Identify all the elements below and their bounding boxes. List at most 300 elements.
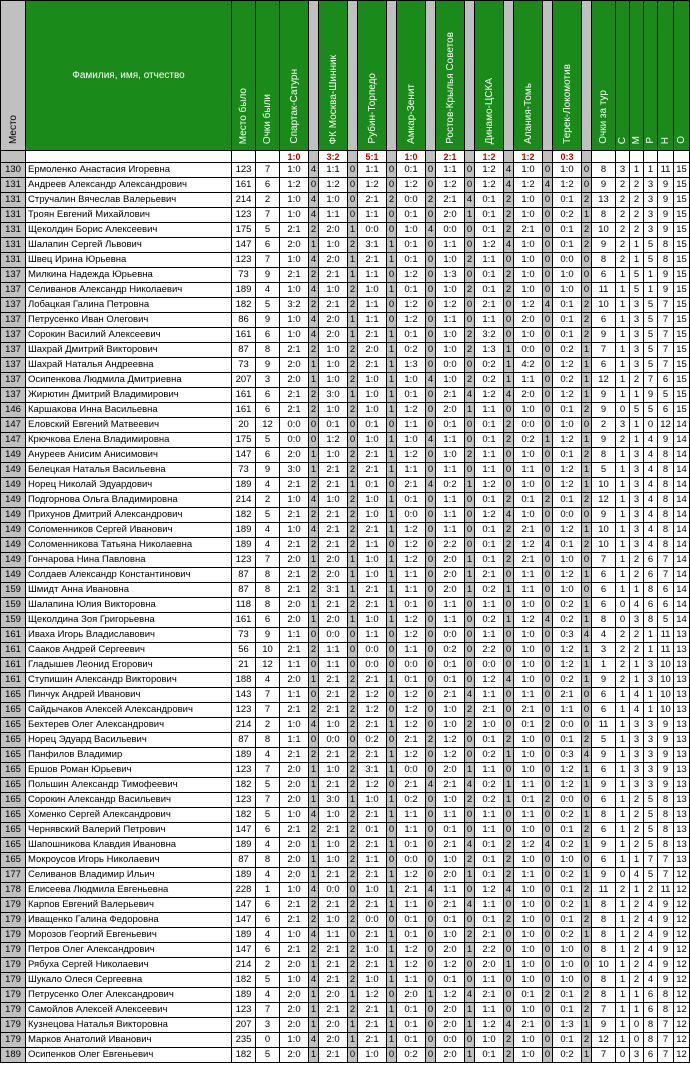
results-sep xyxy=(465,151,475,163)
cell-place-before: 87 xyxy=(232,568,256,583)
cell-prediction-points: 4 xyxy=(504,238,514,253)
cell-prediction-points: 1 xyxy=(387,343,397,358)
cell-prediction: 1:0 xyxy=(280,808,309,823)
cell-prediction-points: 0 xyxy=(426,298,436,313)
cell-stat: 1 xyxy=(630,1003,644,1018)
cell-prediction-points: 1 xyxy=(387,763,397,778)
cell-prediction-points: 0 xyxy=(426,388,436,403)
results-spacer xyxy=(616,151,630,163)
cell-prediction: 1:0 xyxy=(553,283,582,298)
cell-prediction-points: 0 xyxy=(387,778,397,793)
cell-tour-points: 8 xyxy=(592,898,616,913)
cell-points-before: 6 xyxy=(256,898,280,913)
cell-prediction: 1:2 xyxy=(358,778,387,793)
cell-place-before: 123 xyxy=(232,1003,256,1018)
table-row xyxy=(1,463,690,478)
table-row xyxy=(1,1003,690,1018)
cell-prediction: 1:0 xyxy=(358,403,387,418)
match-result: 3:2 xyxy=(319,151,348,163)
cell-prediction: 1:0 xyxy=(280,208,309,223)
cell-prediction-points: 1 xyxy=(465,868,475,883)
cell-place: 165 xyxy=(1,763,26,778)
cell-stat: 1 xyxy=(616,523,630,538)
table-row xyxy=(1,883,690,898)
cell-prediction-points: 1 xyxy=(582,898,592,913)
cell-prediction-points: 4 xyxy=(309,193,319,208)
cell-prediction: 1:1 xyxy=(319,658,348,673)
cell-prediction: 1:0 xyxy=(514,748,543,763)
col-stat: С xyxy=(616,1,630,151)
cell-stat: 2 xyxy=(630,808,644,823)
cell-stat: 3 xyxy=(630,298,644,313)
cell-prediction-points: 2 xyxy=(582,238,592,253)
cell-prediction-points: 1 xyxy=(582,643,592,658)
cell-prediction: 1:0 xyxy=(436,343,465,358)
cell-stat: 9 xyxy=(658,928,674,943)
cell-stat: 1 xyxy=(616,373,630,388)
cell-prediction: 1:2 xyxy=(397,538,426,553)
cell-prediction-points: 0 xyxy=(504,898,514,913)
cell-name: Крючкова Елена Владимировна xyxy=(26,433,232,448)
cell-stat: 15 xyxy=(674,388,690,403)
cell-prediction-points: 4 xyxy=(543,613,553,628)
cell-stat: 15 xyxy=(674,343,690,358)
table-row xyxy=(1,193,690,208)
cell-prediction: 2:1 xyxy=(475,928,504,943)
cell-prediction-points: 1 xyxy=(582,808,592,823)
header-row xyxy=(1,1,690,151)
cell-prediction-points: 2 xyxy=(465,448,475,463)
cell-prediction-points: 1 xyxy=(309,673,319,688)
cell-prediction-points: 2 xyxy=(309,223,319,238)
cell-stat: 3 xyxy=(630,733,644,748)
cell-prediction-points: 0 xyxy=(426,538,436,553)
cell-prediction-points: 0 xyxy=(543,208,553,223)
cell-prediction: 0:3 xyxy=(553,628,582,643)
cell-prediction: 0:2 xyxy=(397,1048,426,1063)
cell-stat: 14 xyxy=(674,478,690,493)
cell-prediction: 2:0 xyxy=(319,1033,348,1048)
cell-prediction-points: 0 xyxy=(582,688,592,703)
cell-prediction-points: 0 xyxy=(582,553,592,568)
cell-stat: 3 xyxy=(630,328,644,343)
cell-place: 149 xyxy=(1,568,26,583)
cell-prediction: 2:0 xyxy=(280,673,309,688)
cell-prediction-points: 0 xyxy=(504,328,514,343)
cell-stat: 15 xyxy=(674,238,690,253)
cell-prediction-points: 1 xyxy=(387,238,397,253)
cell-prediction: 0:2 xyxy=(553,613,582,628)
cell-stat: 14 xyxy=(674,523,690,538)
cell-prediction-points: 0 xyxy=(426,448,436,463)
cell-prediction: 2:1 xyxy=(358,583,387,598)
cell-prediction-points: 4 xyxy=(465,898,475,913)
cell-name: Селиванов Александр Николаевич xyxy=(26,283,232,298)
cell-prediction-points: 2 xyxy=(309,508,319,523)
table-row xyxy=(1,718,690,733)
cell-prediction: 2:1 xyxy=(280,508,309,523)
results-spacer xyxy=(256,151,280,163)
cell-prediction-points: 4 xyxy=(309,883,319,898)
cell-prediction: 1:3 xyxy=(397,358,426,373)
cell-stat: 1 xyxy=(644,703,658,718)
cell-prediction: 1:0 xyxy=(280,928,309,943)
cell-prediction: 1:1 xyxy=(475,403,504,418)
cell-prediction-points: 1 xyxy=(348,1018,358,1033)
cell-prediction-points: 0 xyxy=(426,718,436,733)
table-row xyxy=(1,238,690,253)
cell-stat: 9 xyxy=(658,223,674,238)
cell-stat: 4 xyxy=(644,478,658,493)
cell-points-before: 12 xyxy=(256,658,280,673)
cell-prediction-points: 1 xyxy=(387,883,397,898)
cell-stat: 1 xyxy=(616,853,630,868)
cell-prediction-points: 1 xyxy=(387,1033,397,1048)
cell-prediction-points: 2 xyxy=(543,493,553,508)
cell-tour-points: 8 xyxy=(592,928,616,943)
cell-prediction-points: 0 xyxy=(309,433,319,448)
cell-place-before: 182 xyxy=(232,1048,256,1063)
cell-stat: 6 xyxy=(644,553,658,568)
cell-prediction-points: 2 xyxy=(465,928,475,943)
cell-name: Шалапина Юлия Викторовна xyxy=(26,598,232,613)
cell-stat: 1 xyxy=(630,433,644,448)
cell-prediction-points: 0 xyxy=(348,193,358,208)
cell-prediction: 0:1 xyxy=(319,418,348,433)
cell-prediction: 0:1 xyxy=(553,238,582,253)
cell-place: 165 xyxy=(1,718,26,733)
cell-prediction: 2:1 xyxy=(319,823,348,838)
cell-prediction-points: 2 xyxy=(348,523,358,538)
match-result: 2:1 xyxy=(436,151,465,163)
cell-prediction-points: 1 xyxy=(465,1018,475,1033)
cell-prediction: 0:1 xyxy=(358,418,387,433)
cell-stat: 12 xyxy=(674,973,690,988)
cell-prediction: 1:1 xyxy=(475,823,504,838)
cell-prediction-points: 0 xyxy=(582,253,592,268)
cell-prediction-points: 0 xyxy=(504,403,514,418)
cell-stat: 14 xyxy=(674,568,690,583)
cell-stat: 9 xyxy=(658,193,674,208)
cell-place-before: 189 xyxy=(232,538,256,553)
cell-prediction-points: 0 xyxy=(426,703,436,718)
cell-prediction-points: 2 xyxy=(348,898,358,913)
cell-stat: 15 xyxy=(674,163,690,178)
cell-prediction-points: 0 xyxy=(582,718,592,733)
cell-prediction: 1:0 xyxy=(280,193,309,208)
cell-stat: 8 xyxy=(644,613,658,628)
cell-prediction-points: 1 xyxy=(309,373,319,388)
cell-prediction-points: 1 xyxy=(387,388,397,403)
cell-place-before: 214 xyxy=(232,493,256,508)
cell-stat: 7 xyxy=(658,868,674,883)
cell-prediction-points: 1 xyxy=(309,778,319,793)
cell-stat: 3 xyxy=(616,163,630,178)
cell-name: Троян Евгений Михайлович xyxy=(26,208,232,223)
cell-stat: 3 xyxy=(644,673,658,688)
cell-prediction-points: 4 xyxy=(309,808,319,823)
cell-prediction: 2:1 xyxy=(358,958,387,973)
cell-prediction-points: 0 xyxy=(426,943,436,958)
cell-stat: 8 xyxy=(658,508,674,523)
cell-prediction-points: 0 xyxy=(465,823,475,838)
cell-prediction-points: 2 xyxy=(504,553,514,568)
cell-prediction-points: 0 xyxy=(426,493,436,508)
cell-stat: 13 xyxy=(674,643,690,658)
cell-prediction-points: 2 xyxy=(348,703,358,718)
cell-stat: 3 xyxy=(644,733,658,748)
cell-prediction-points: 1 xyxy=(582,1018,592,1033)
cell-name: Хоменко Сергей Александрович xyxy=(26,808,232,823)
cell-prediction: 0:0 xyxy=(358,643,387,658)
cell-prediction-points: 0 xyxy=(426,838,436,853)
results-spacer xyxy=(630,151,644,163)
cell-name: Елисеева Людмила Евгеньевна xyxy=(26,883,232,898)
cell-stat: 1 xyxy=(616,898,630,913)
cell-stat: 8 xyxy=(658,988,674,1003)
cell-prediction-points: 1 xyxy=(582,613,592,628)
cell-prediction-points: 0 xyxy=(582,853,592,868)
cell-prediction: 0:2 xyxy=(553,1048,582,1063)
cell-prediction: 1:0 xyxy=(553,268,582,283)
cell-prediction: 2:1 xyxy=(319,778,348,793)
cell-prediction-points: 0 xyxy=(543,553,553,568)
cell-prediction-points: 1 xyxy=(348,328,358,343)
cell-place-before: 189 xyxy=(232,478,256,493)
cell-stat: 3 xyxy=(630,763,644,778)
cell-prediction-points: 0 xyxy=(543,853,553,868)
cell-prediction-points: 2 xyxy=(465,373,475,388)
cell-prediction-points: 1 xyxy=(504,343,514,358)
cell-place: 131 xyxy=(1,253,26,268)
cell-place: 179 xyxy=(1,958,26,973)
cell-stat: 2 xyxy=(630,943,644,958)
cell-prediction-points: 0 xyxy=(387,298,397,313)
cell-stat: 1 xyxy=(616,748,630,763)
table-row xyxy=(1,613,690,628)
cell-prediction: 2:1 xyxy=(358,928,387,943)
cell-prediction-points: 2 xyxy=(309,703,319,718)
cell-stat: 8 xyxy=(658,448,674,463)
cell-place-before: 161 xyxy=(232,403,256,418)
cell-prediction-points: 0 xyxy=(582,583,592,598)
cell-prediction-points: 1 xyxy=(309,358,319,373)
cell-stat: 1 xyxy=(616,1003,630,1018)
cell-prediction: 0:1 xyxy=(553,538,582,553)
table-row xyxy=(1,928,690,943)
cell-stat: 1 xyxy=(630,988,644,1003)
cell-place-before: 147 xyxy=(232,238,256,253)
cell-prediction-points: 2 xyxy=(504,418,514,433)
cell-prediction-points: 1 xyxy=(309,238,319,253)
cell-tour-points: 8 xyxy=(592,163,616,178)
cell-prediction-points: 0 xyxy=(348,733,358,748)
cell-prediction-points: 1 xyxy=(348,988,358,1003)
cell-prediction-points: 4 xyxy=(465,778,475,793)
cell-prediction: 2:0 xyxy=(280,988,309,1003)
cell-points-before: 7 xyxy=(256,763,280,778)
cell-prediction-points: 0 xyxy=(465,433,475,448)
cell-prediction: 0:1 xyxy=(475,433,504,448)
cell-prediction: 1:2 xyxy=(436,733,465,748)
cell-prediction-points: 4 xyxy=(426,883,436,898)
cell-stat: 4 xyxy=(630,598,644,613)
cell-prediction-points: 0 xyxy=(504,1003,514,1018)
cell-points-before: 4 xyxy=(256,283,280,298)
table-row xyxy=(1,868,690,883)
cell-prediction-points: 0 xyxy=(309,688,319,703)
cell-place: 179 xyxy=(1,988,26,1003)
cell-prediction-points: 0 xyxy=(465,628,475,643)
cell-prediction-points: 0 xyxy=(348,928,358,943)
cell-stat: 4 xyxy=(644,898,658,913)
cell-prediction: 1:1 xyxy=(358,853,387,868)
cell-prediction-points: 2 xyxy=(309,538,319,553)
cell-prediction-points: 2 xyxy=(348,598,358,613)
cell-prediction: 1:0 xyxy=(514,673,543,688)
cell-name: Подгорнова Ольга Владимировна xyxy=(26,493,232,508)
cell-stat: 5 xyxy=(644,313,658,328)
cell-stat: 14 xyxy=(674,493,690,508)
cell-prediction-points: 1 xyxy=(582,838,592,853)
cell-stat: 0 xyxy=(630,1018,644,1033)
cell-prediction-points: 1 xyxy=(465,1048,475,1063)
cell-prediction-points: 0 xyxy=(504,973,514,988)
table-row xyxy=(1,1033,690,1048)
cell-prediction-points: 0 xyxy=(387,643,397,658)
table-row xyxy=(1,958,690,973)
cell-tour-points: 10 xyxy=(592,478,616,493)
cell-prediction-points: 0 xyxy=(543,373,553,388)
cell-place-before: 86 xyxy=(232,313,256,328)
cell-prediction: 2:1 xyxy=(358,253,387,268)
cell-prediction-points: 0 xyxy=(387,733,397,748)
cell-stat: 11 xyxy=(658,163,674,178)
cell-prediction-points: 1 xyxy=(582,208,592,223)
cell-prediction-points: 2 xyxy=(504,223,514,238)
cell-prediction-points: 0 xyxy=(348,658,358,673)
table-row xyxy=(1,823,690,838)
results-spacer xyxy=(26,151,232,163)
cell-prediction-points: 1 xyxy=(348,793,358,808)
cell-prediction-points: 2 xyxy=(582,193,592,208)
cell-prediction-points: 2 xyxy=(504,838,514,853)
cell-tour-points: 9 xyxy=(592,1018,616,1033)
cell-place: 131 xyxy=(1,178,26,193)
cell-stat: 7 xyxy=(658,313,674,328)
cell-stat: 3 xyxy=(644,718,658,733)
cell-tour-points: 8 xyxy=(592,613,616,628)
cell-prediction: 1:0 xyxy=(280,883,309,898)
cell-prediction: 2:0 xyxy=(514,388,543,403)
cell-prediction-points: 0 xyxy=(387,988,397,1003)
cell-prediction: 1:0 xyxy=(553,163,582,178)
cell-prediction-points: 1 xyxy=(465,478,475,493)
table-row xyxy=(1,808,690,823)
cell-prediction-points: 0 xyxy=(543,193,553,208)
cell-stat: 1 xyxy=(616,793,630,808)
cell-prediction-points: 1 xyxy=(348,568,358,583)
cell-prediction: 1:1 xyxy=(436,808,465,823)
cell-prediction: 2:0 xyxy=(319,568,348,583)
cell-prediction-points: 1 xyxy=(582,463,592,478)
table-row xyxy=(1,643,690,658)
cell-prediction-points: 4 xyxy=(504,673,514,688)
cell-prediction: 2:0 xyxy=(436,403,465,418)
cell-points-before: 8 xyxy=(256,583,280,598)
cell-prediction: 1:2 xyxy=(553,778,582,793)
cell-prediction-points: 0 xyxy=(543,958,553,973)
cell-stat: 1 xyxy=(616,703,630,718)
cell-stat: 9 xyxy=(658,763,674,778)
cell-prediction: 2:1 xyxy=(319,958,348,973)
cell-prediction-points: 0 xyxy=(465,658,475,673)
cell-prediction: 1:2 xyxy=(475,163,504,178)
cell-stat: 8 xyxy=(658,463,674,478)
cell-prediction-points: 2 xyxy=(309,298,319,313)
cell-place: 159 xyxy=(1,598,26,613)
cell-prediction-points: 2 xyxy=(426,733,436,748)
cell-prediction: 1:2 xyxy=(475,238,504,253)
cell-prediction-points: 0 xyxy=(387,538,397,553)
results-spacer xyxy=(592,151,616,163)
cell-name: Шахрай Наталья Андреевна xyxy=(26,358,232,373)
cell-prediction-points: 0 xyxy=(504,448,514,463)
cell-prediction-points: 0 xyxy=(426,793,436,808)
cell-prediction: 2:1 xyxy=(280,268,309,283)
cell-prediction-points: 0 xyxy=(504,808,514,823)
cell-prediction: 1:1 xyxy=(475,253,504,268)
cell-prediction: 0:1 xyxy=(475,208,504,223)
cell-place: 147 xyxy=(1,433,26,448)
cell-stat: 13 xyxy=(674,688,690,703)
cell-prediction: 2:1 xyxy=(319,748,348,763)
cell-prediction-points: 0 xyxy=(426,853,436,868)
table-row xyxy=(1,778,690,793)
cell-stat: 3 xyxy=(644,193,658,208)
cell-prediction-points: 1 xyxy=(582,673,592,688)
cell-prediction-points: 1 xyxy=(348,553,358,568)
cell-prediction-points: 0 xyxy=(309,418,319,433)
cell-tour-points: 9 xyxy=(592,838,616,853)
cell-stat: 2 xyxy=(630,793,644,808)
cell-place: 131 xyxy=(1,208,26,223)
cell-stat: 1 xyxy=(630,883,644,898)
cell-prediction: 0:1 xyxy=(436,913,465,928)
cell-stat: 2 xyxy=(616,208,630,223)
cell-name: Прихунов Дмитрий Александрович xyxy=(26,508,232,523)
cell-stat: 7 xyxy=(658,568,674,583)
cell-prediction-points: 1 xyxy=(426,988,436,1003)
cell-stat: 9 xyxy=(658,898,674,913)
cell-stat: 5 xyxy=(644,823,658,838)
cell-stat: 2 xyxy=(630,208,644,223)
cell-prediction: 0:1 xyxy=(475,193,504,208)
cell-prediction: 1:2 xyxy=(475,178,504,193)
cell-prediction-points: 2 xyxy=(465,328,475,343)
cell-prediction-points: 2 xyxy=(504,208,514,223)
cell-prediction-points: 0 xyxy=(387,1048,397,1063)
cell-prediction-points: 1 xyxy=(348,253,358,268)
cell-prediction-points: 0 xyxy=(465,223,475,238)
cell-prediction-points: 2 xyxy=(582,883,592,898)
cell-prediction-points: 1 xyxy=(465,208,475,223)
cell-prediction-points: 0 xyxy=(309,178,319,193)
cell-prediction-points: 0 xyxy=(426,328,436,343)
cell-prediction-points: 1 xyxy=(387,1018,397,1033)
cell-prediction-points: 1 xyxy=(387,598,397,613)
cell-prediction-points: 2 xyxy=(348,748,358,763)
